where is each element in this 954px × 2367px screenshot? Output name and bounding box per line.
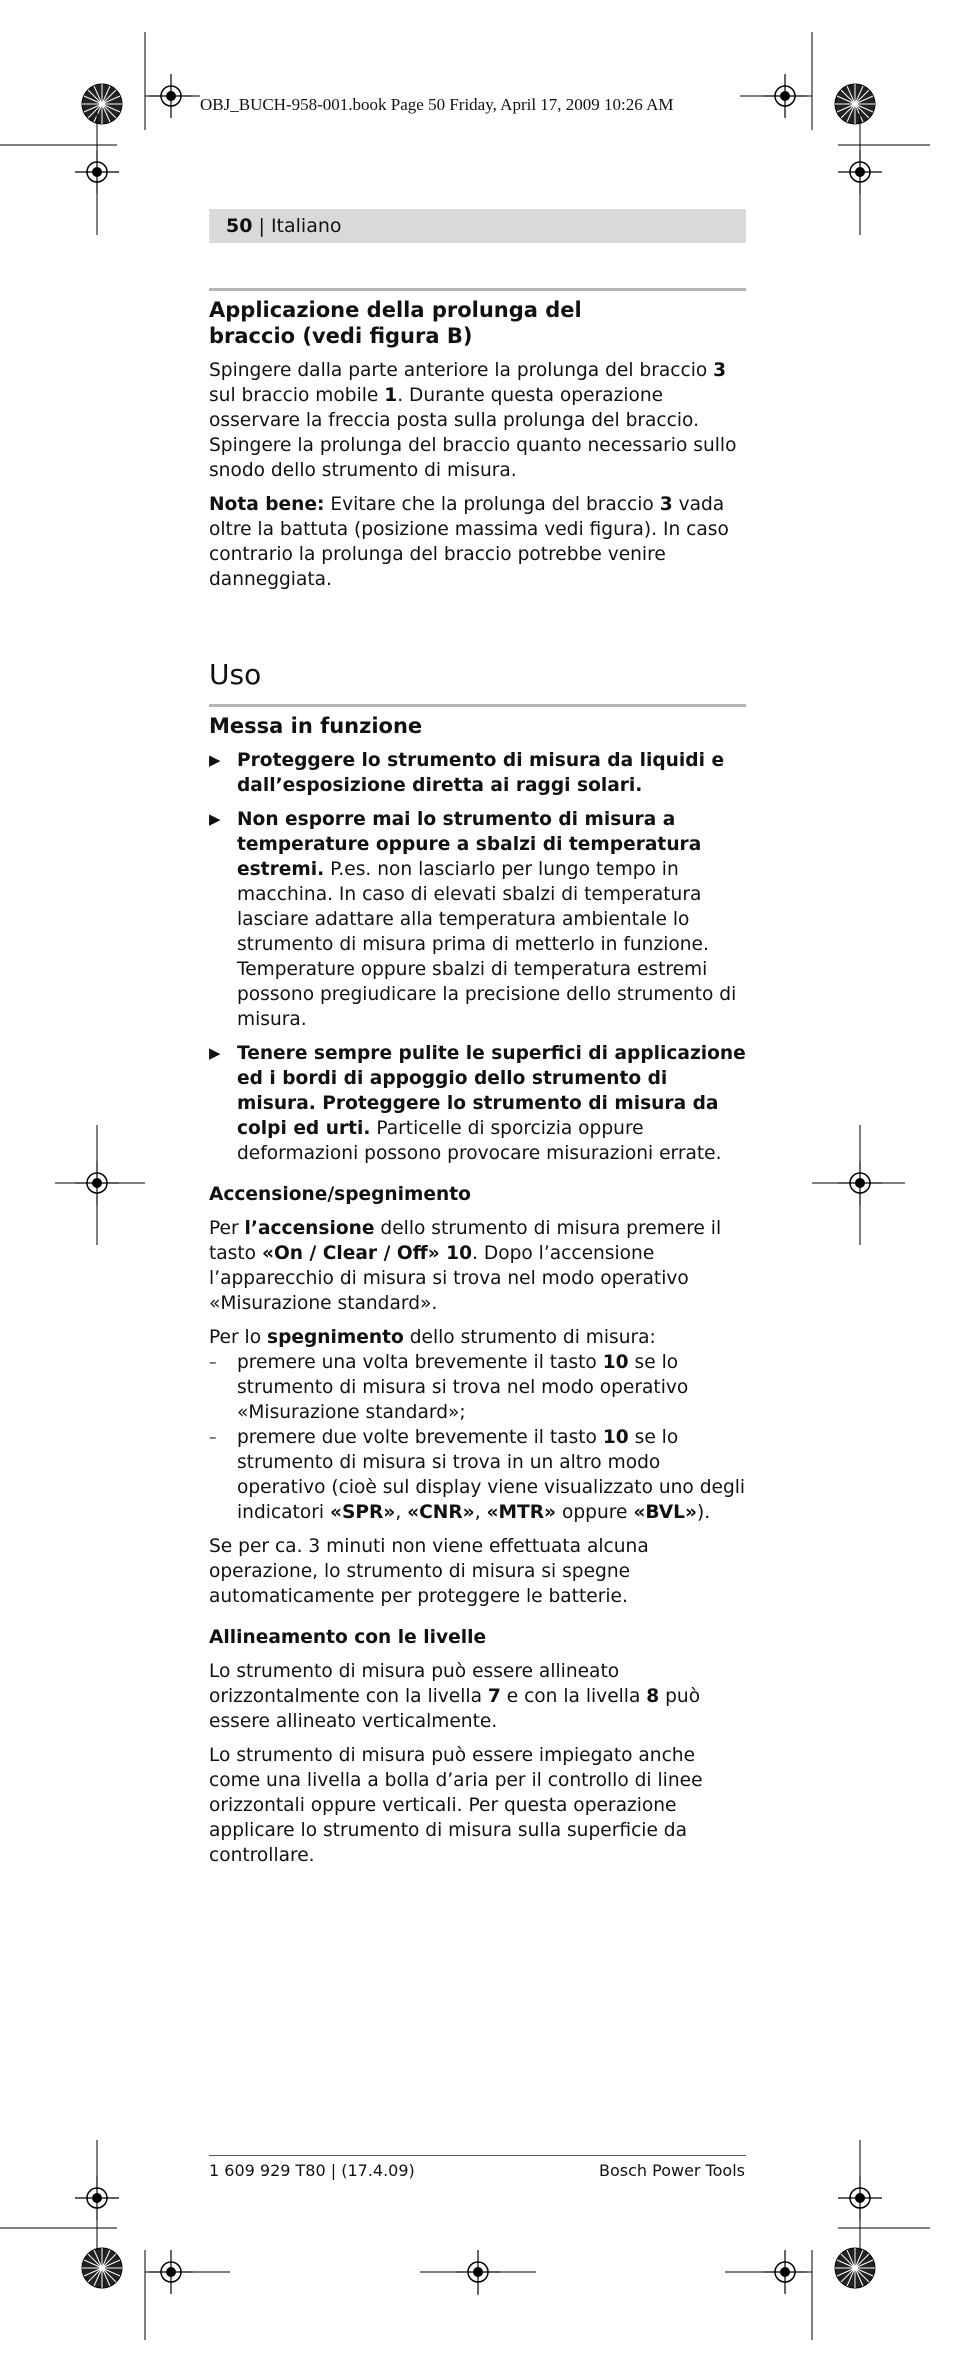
triangle-bullet-icon: ▶ bbox=[209, 810, 221, 828]
list-item: – premere una volta brevemente il tasto 10 se lo strumento di misura si trova nel modo operativo «Misurazione standard»; bbox=[209, 1352, 689, 1423]
page-separator: | bbox=[252, 215, 271, 237]
paragraph: Se per ca. 3 minuti non viene effettuata alcuna operazione, lo strumento di misura si spegne automaticamente per proteggere le batterie. bbox=[209, 1536, 649, 1607]
footer-rule bbox=[209, 2155, 746, 2156]
registration-wheel-icon bbox=[835, 84, 875, 124]
paragraph: Per lo spegnimento dello strumento di misura: bbox=[209, 1327, 656, 1348]
paragraph: Lo strumento di misura può essere impiegato anche come una livella a bolla d’aria per il controllo di linee orizzontali oppure verticali. Per questa operazione applicare lo strumento di misura sulla superficie da controllare. bbox=[209, 1745, 703, 1866]
dash-bullet-icon: – bbox=[209, 1428, 217, 1446]
page-number: 50 bbox=[226, 215, 253, 237]
list-item: – premere due volte brevemente il tasto 10 se lo strumento di misura si trova in un altro modo operativo (cioè sul display viene visualizzato uno degli indicatori «SPR», «CNR», «MTR» oppure «BVL»). bbox=[209, 1427, 746, 1523]
footer-doc-number: 1 609 929 T80 | (17.4.09) bbox=[209, 2161, 415, 2180]
list-item: ▶ Tenere sempre pulite le superfici di applicazione ed i bordi di appoggio dello strumento di misura. Proteggere lo strumento di misura da colpi ed urti. Particelle di sporcizia oppure deformazioni possono provocare misurazioni errate. bbox=[209, 1043, 746, 1164]
page-content bbox=[209, 288, 746, 1868]
registration-wheel-icon bbox=[82, 2248, 122, 2288]
list-item: ▶ Non esporre mai lo strumento di misura a temperature oppure a sbalzi di temperatura estremi. P.es. non lasciarlo per lungo tempo in macchina. In caso di elevati sbalzi di temperatura lasciare adattare alla temperatura ambientale lo strumento di misura prima di metterlo in funzione. Temperature oppure sbalzi di temperatura estremi possono pregiudicare la precisione dello strumento di misura. bbox=[209, 809, 737, 1030]
subsection-title-levels: Allineamento con le livelle bbox=[209, 1627, 487, 1648]
paragraph: Spingere dalla parte anteriore la prolunga del braccio 3 sul braccio mobile 1. Durante questa operazione osservare la freccia posta sulla prolunga del braccio. Spingere la prolunga del braccio quanto necessario sullo snodo dello strumento di misura. bbox=[209, 360, 737, 481]
triangle-bullet-icon: ▶ bbox=[209, 751, 221, 769]
page-header bbox=[209, 209, 746, 243]
registration-wheel-icon bbox=[82, 84, 122, 124]
section-title-extension: Applicazione della prolunga del braccio (vedi figura B) bbox=[209, 298, 582, 348]
triangle-bullet-icon: ▶ bbox=[209, 1044, 221, 1062]
subsection-title-onoff: Accensione/spegnimento bbox=[209, 1184, 471, 1205]
paragraph: Lo strumento di misura può essere allineato orizzontalmente con la livella 7 e con la livella 8 può essere allineato verticalmente. bbox=[209, 1661, 701, 1732]
list-item: ▶ Proteggere lo strumento di misura da liquidi e dall’esposizione diretta ai raggi solari. bbox=[209, 750, 725, 796]
section-title-use: Uso bbox=[209, 658, 262, 691]
note-paragraph: Nota bene: Evitare che la prolunga del braccio 3 vada oltre la battuta (posizione massima vedi figura). In caso contrario la prolunga del braccio potrebbe venire danneggiata. bbox=[209, 494, 729, 590]
book-header: OBJ_BUCH-958-001.book Page 50 Friday, April 17, 2009 10:26 AM bbox=[200, 95, 674, 114]
paragraph: Per l’accensione dello strumento di misura premere il tasto «On / Clear / Off» 10. Dopo l’accensione l’apparecchio di misura si trova nel modo operativo «Misurazione standard». bbox=[209, 1218, 722, 1314]
page-language: Italiano bbox=[270, 215, 342, 237]
subsection-title-startup: Messa in funzione bbox=[209, 714, 423, 738]
registration-wheel-icon bbox=[835, 2248, 875, 2288]
footer-brand: Bosch Power Tools bbox=[599, 2161, 745, 2180]
dash-bullet-icon: – bbox=[209, 1353, 217, 1371]
